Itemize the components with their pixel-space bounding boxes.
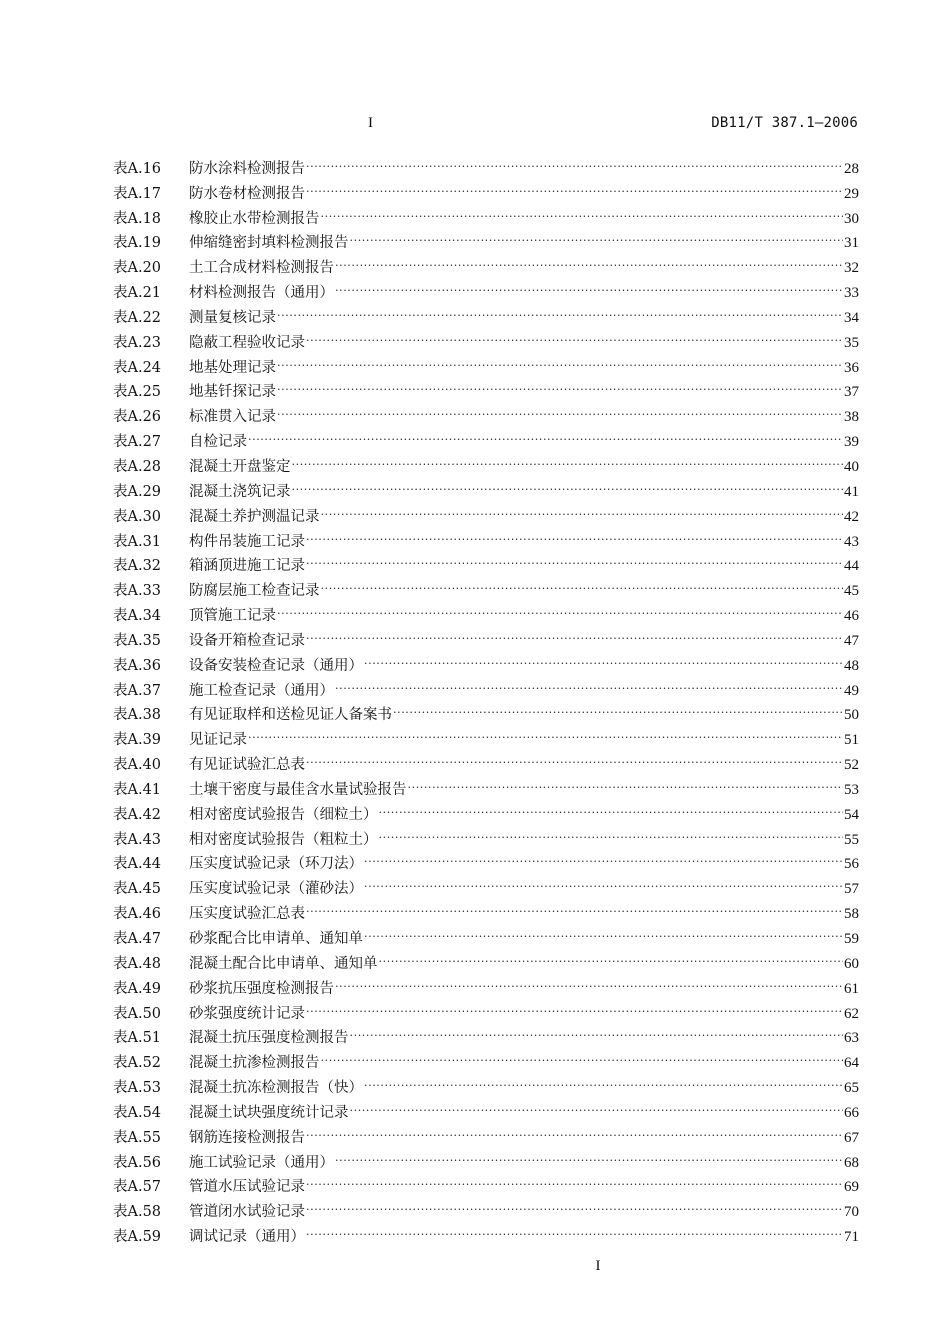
toc-leader-dots (277, 396, 843, 421)
toc-entry-title: 砂浆配合比申请单、通知单 (189, 931, 363, 947)
toc-entry-number: 表A.38 (113, 707, 162, 724)
toc-entry-number: 表A.56 (113, 1154, 162, 1171)
toc-entry-number: 表A.47 (113, 931, 162, 947)
toc-leader-dots (306, 744, 843, 769)
toc-entry-title: 设备开箱检查记录 (189, 632, 305, 649)
toc-leader-dots (306, 1216, 843, 1241)
toc-entry-page: 68 (844, 1154, 859, 1171)
toc-leader-dots (306, 148, 843, 173)
toc-entry-title: 混凝土抗渗检测报告 (189, 1055, 320, 1072)
toc-entry-page: 34 (844, 309, 859, 326)
toc-leader-dots (393, 695, 843, 720)
toc-leader-dots (335, 272, 843, 297)
toc-entry-page: 42 (844, 508, 859, 525)
toc-entry-number: 表A.42 (113, 806, 162, 823)
toc-leader-dots (306, 1117, 843, 1142)
toc-entry-title: 压实度试验汇总表 (189, 906, 305, 923)
toc-leader-dots (306, 993, 843, 1018)
toc-entry-page: 56 (844, 856, 859, 873)
toc-entry-page: 61 (844, 980, 859, 997)
toc-entry-title: 材料检测报告（通用） (189, 285, 334, 302)
toc-entry-title: 砂浆强度统计记录 (189, 1005, 305, 1022)
toc-leader-dots (277, 347, 843, 372)
toc-entry-title: 混凝土配合比申请单、通知单 (189, 955, 378, 972)
toc-entry-title: 压实度试验记录（灌砂法） (189, 881, 363, 898)
toc-entry-number: 表A.39 (113, 732, 162, 749)
toc-leader-dots (364, 645, 843, 670)
toc-leader-dots (335, 247, 843, 272)
toc-entry-number: 表A.37 (113, 682, 162, 699)
toc-leader-dots (335, 670, 843, 695)
toc-entry-page: 50 (844, 707, 859, 724)
toc-entry[interactable] (113, 148, 859, 177)
toc-entry-title: 防水涂料检测报告 (189, 160, 305, 177)
toc-entry-number: 表A.20 (113, 260, 162, 277)
toc-entry-title: 混凝土抗冻检测报告（快） (189, 1080, 363, 1097)
toc-entry-page: 47 (844, 632, 859, 649)
toc-entry-page: 69 (844, 1179, 859, 1196)
toc-entry-title: 有见证试验汇总表 (189, 757, 305, 774)
toc-leader-dots (306, 1167, 843, 1192)
toc-entry-page: 49 (844, 682, 859, 699)
toc-leader-dots (321, 570, 844, 595)
toc-leader-dots (379, 794, 844, 819)
toc-entry-page: 38 (844, 409, 859, 426)
toc-entry-number: 表A.16 (113, 160, 162, 177)
toc-entry-page: 63 (844, 1030, 859, 1047)
toc-leader-dots (306, 322, 843, 347)
table-of-contents (113, 148, 859, 1246)
toc-leader-dots (292, 446, 844, 471)
toc-entry-number: 表A.28 (113, 458, 162, 475)
toc-entry-page: 46 (844, 608, 859, 625)
toc-entry-page: 41 (844, 483, 859, 500)
toc-entry-title: 设备安装检查记录（通用） (189, 657, 363, 674)
toc-entry-number: 表A.52 (113, 1055, 162, 1072)
toc-entry-title: 伸缩缝密封填料检测报告 (189, 235, 349, 252)
toc-entry-title: 地基处理记录 (189, 359, 276, 376)
toc-entry-number: 表A.31 (113, 533, 162, 550)
toc-entry-number: 表A.43 (113, 831, 162, 848)
toc-leader-dots (306, 620, 843, 645)
toc-entry-title: 相对密度试验报告（细粒土） (189, 806, 378, 823)
toc-entry-number: 表A.55 (113, 1129, 162, 1146)
toc-entry-number: 表A.30 (113, 508, 162, 525)
toc-entry-number: 表A.58 (113, 1204, 162, 1221)
toc-leader-dots (248, 421, 843, 446)
toc-entry-title: 混凝土开盘鉴定 (189, 458, 291, 475)
toc-leader-dots (292, 471, 844, 496)
toc-leader-dots (350, 1092, 844, 1117)
toc-entry-number: 表A.35 (113, 632, 162, 649)
toc-entry-title: 地基钎探记录 (189, 384, 276, 401)
toc-entry-number: 表A.45 (113, 881, 162, 898)
toc-entry-page: 43 (844, 533, 859, 550)
toc-entry-title: 顶管施工记录 (189, 608, 276, 625)
toc-leader-dots (306, 521, 843, 546)
toc-entry-title: 施工试验记录（通用） (189, 1154, 334, 1171)
toc-entry-page: 58 (844, 906, 859, 923)
toc-entry-number: 表A.27 (113, 434, 162, 451)
toc-entry-page: 67 (844, 1129, 859, 1146)
toc-entry-number: 表A.29 (113, 483, 162, 500)
toc-entry-page: 35 (844, 334, 859, 351)
toc-entry-number: 表A.25 (113, 384, 162, 401)
toc-entry-page: 39 (844, 434, 859, 451)
toc-entry-number: 表A.49 (113, 980, 162, 997)
toc-entry-page: 48 (844, 657, 859, 674)
toc-entry-title: 见证记录 (189, 732, 247, 749)
toc-entry-number: 表A.50 (113, 1005, 162, 1022)
toc-leader-dots (306, 173, 843, 198)
toc-entry-number: 表A.40 (113, 757, 162, 774)
toc-entry-title: 施工检查记录（通用） (189, 682, 334, 699)
toc-entry-number: 表A.33 (113, 583, 162, 600)
toc-entry-title: 构件吊装施工记录 (189, 533, 305, 550)
toc-entry-title: 相对密度试验报告（粗粒土） (189, 831, 378, 848)
toc-entry-page: 53 (844, 781, 859, 798)
toc-entry-page: 62 (844, 1005, 859, 1022)
toc-entry-title: 钢筋连接检测报告 (189, 1129, 305, 1146)
toc-entry-number: 表A.44 (113, 856, 162, 873)
toc-entry-title: 管道闭水试验记录 (189, 1204, 305, 1221)
toc-entry-page: 52 (844, 757, 859, 774)
toc-leader-dots (379, 819, 844, 844)
toc-entry-number: 表A.53 (113, 1080, 162, 1097)
toc-leader-dots (306, 546, 843, 571)
toc-entry-title: 防水卷材检测报告 (189, 185, 305, 202)
toc-entry-number: 表A.34 (113, 608, 162, 625)
toc-entry-number: 表A.59 (113, 1229, 162, 1246)
toc-entry-title: 测量复核记录 (189, 309, 276, 326)
toc-leader-dots (379, 943, 844, 968)
toc-leader-dots (350, 1018, 844, 1043)
toc-entry-page: 31 (844, 235, 859, 252)
toc-entry-page: 28 (844, 160, 859, 177)
toc-entry-number: 表A.32 (113, 558, 162, 575)
toc-leader-dots (364, 1067, 843, 1092)
toc-entry-page: 65 (844, 1080, 859, 1097)
toc-entry-page: 60 (844, 955, 859, 972)
toc-leader-dots (364, 868, 843, 893)
toc-leader-dots (321, 496, 844, 521)
header-page-roman: I (368, 115, 373, 131)
toc-entry-number: 表A.48 (113, 955, 162, 972)
toc-entry-number: 表A.24 (113, 359, 162, 376)
toc-entry-title: 箱涵顶进施工记录 (189, 558, 305, 575)
toc-entry-number: 表A.18 (113, 210, 162, 227)
toc-entry-page: 33 (844, 285, 859, 302)
toc-entry-title: 有见证取样和送检见证人备案书 (189, 707, 392, 724)
toc-entry-number: 表A.46 (113, 906, 162, 923)
footer-page-roman: I (595, 1258, 601, 1274)
toc-entry-page: 51 (844, 732, 859, 749)
toc-leader-dots (306, 893, 843, 918)
toc-entry-title: 隐蔽工程验收记录 (189, 334, 305, 351)
toc-leader-dots (364, 918, 843, 943)
toc-entry-title: 橡胶止水带检测报告 (189, 210, 320, 227)
toc-leader-dots (408, 769, 844, 794)
toc-entry-title: 混凝土试块强度统计记录 (189, 1104, 349, 1121)
toc-entry-page: 66 (844, 1104, 859, 1121)
toc-leader-dots (277, 297, 843, 322)
toc-entry-page: 59 (844, 931, 859, 947)
toc-entry-page: 32 (844, 260, 859, 277)
toc-entry-page: 36 (844, 359, 859, 376)
toc-leader-dots (306, 1191, 843, 1216)
toc-entry-title: 砂浆抗压强度检测报告 (189, 980, 334, 997)
toc-entry-title: 混凝土养护测温记录 (189, 508, 320, 525)
toc-entry-title: 管道水压试验记录 (189, 1179, 305, 1196)
toc-entry-number: 表A.19 (113, 235, 162, 252)
toc-entry-page: 29 (844, 185, 859, 202)
toc-entry-number: 表A.51 (113, 1030, 162, 1047)
toc-entry-page: 55 (844, 831, 859, 848)
toc-entry-page: 30 (844, 210, 859, 227)
toc-entry-page: 44 (844, 558, 859, 575)
toc-entry-title: 自检记录 (189, 434, 247, 451)
toc-leader-dots (248, 719, 843, 744)
toc-entry-title: 混凝土抗压强度检测报告 (189, 1030, 349, 1047)
toc-entry-page: 40 (844, 458, 859, 475)
toc-entry-number: 表A.41 (113, 781, 162, 798)
toc-entry-number: 表A.17 (113, 185, 162, 202)
toc-entry-title: 土工合成材料检测报告 (189, 260, 334, 277)
toc-entry-title: 调试记录（通用） (189, 1229, 305, 1246)
toc-entry-title: 土壤干密度与最佳含水量试验报告 (189, 781, 407, 798)
toc-entry-title: 标准贯入记录 (189, 409, 276, 426)
toc-leader-dots (335, 968, 843, 993)
toc-entry-number: 表A.57 (113, 1179, 162, 1196)
toc-entry-page: 57 (844, 881, 859, 898)
toc-leader-dots (321, 1042, 844, 1067)
toc-entry-page: 37 (844, 384, 859, 401)
header-standard-code: DB11/T 387.1—2006 (711, 115, 858, 131)
toc-leader-dots (277, 372, 843, 397)
toc-entry-number: 表A.54 (113, 1104, 162, 1121)
toc-leader-dots (321, 198, 844, 223)
toc-entry-number: 表A.36 (113, 657, 162, 674)
toc-entry-title: 防腐层施工检查记录 (189, 583, 320, 600)
toc-entry-page: 71 (844, 1229, 859, 1246)
toc-entry-number: 表A.21 (113, 285, 162, 302)
toc-entry-number: 表A.22 (113, 309, 162, 326)
toc-entry-title: 压实度试验记录（环刀法） (189, 856, 363, 873)
toc-leader-dots (364, 844, 843, 869)
toc-entry-page: 54 (844, 806, 859, 823)
toc-entry-number: 表A.26 (113, 409, 162, 426)
toc-leader-dots (277, 595, 843, 620)
toc-entry-title: 混凝土浇筑记录 (189, 483, 291, 500)
toc-entry-number: 表A.23 (113, 334, 162, 351)
toc-leader-dots (350, 223, 844, 248)
toc-entry-page: 45 (844, 583, 859, 600)
toc-entry-page: 64 (844, 1055, 859, 1072)
toc-entry-page: 70 (844, 1204, 859, 1221)
toc-leader-dots (335, 1142, 843, 1167)
